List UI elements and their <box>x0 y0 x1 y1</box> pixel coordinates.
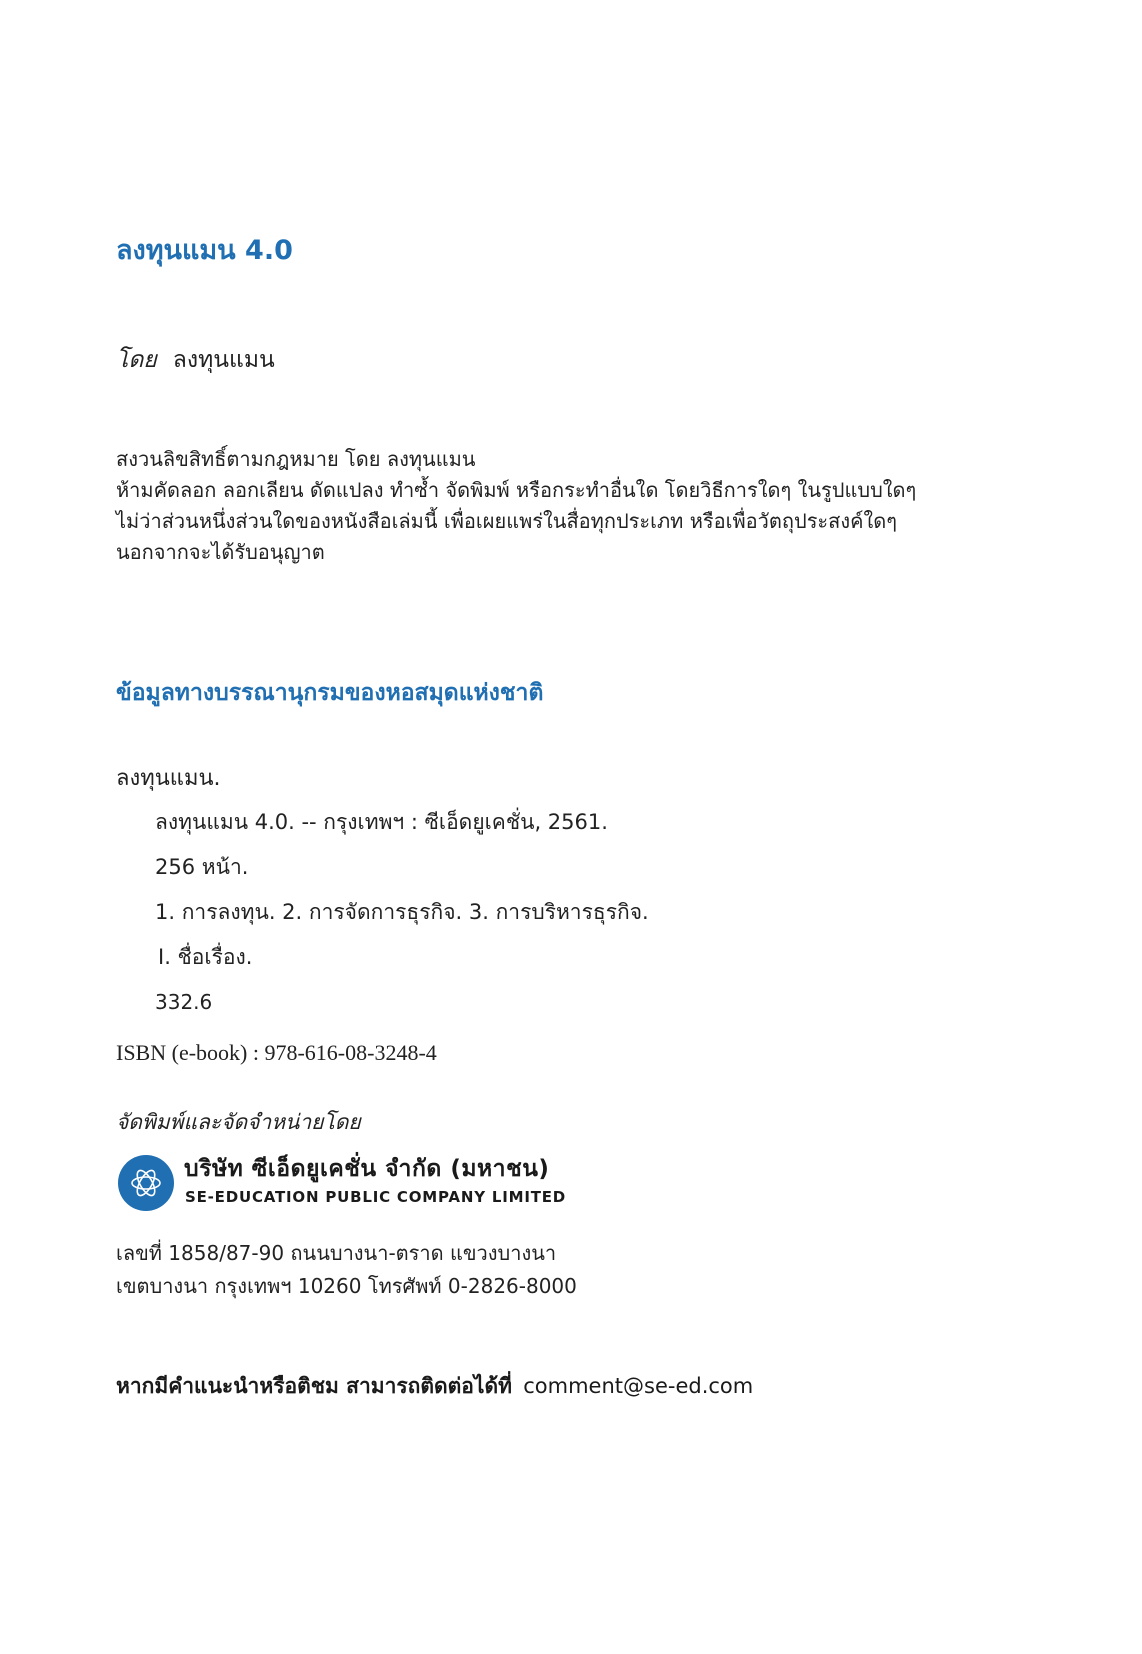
copyright-line: ห้ามคัดลอก ลอกเลียน ดัดแปลง ทำซ้ำ จัดพิมพ์ หรือกระทำอื่นใด โดยวิธีการใดๆ ในรูปแบบใดๆ <box>116 478 917 502</box>
book-title: ลงทุนแมน 4.0 <box>116 235 293 266</box>
publisher-address <box>116 1237 577 1303</box>
cip-pages: 256 หน้า. <box>155 855 249 879</box>
company-name-thai: บริษัท ซีเอ็ดยูเคชั่น จำกัด (มหาชน) <box>184 1156 550 1182</box>
published-by-label: จัดพิมพ์และจัดจำหน่ายโดย <box>116 1110 361 1134</box>
isbn: ISBN (e-book) : 978-616-08-3248-4 <box>116 1040 437 1065</box>
cip-title-added: I. ชื่อเรื่อง. <box>158 945 253 969</box>
contact-email: comment@se-ed.com <box>523 1374 754 1398</box>
contact-line <box>116 1370 753 1403</box>
address-line: เลขที่ 1858/87-90 ถนนบางนา-ตราด แขวงบางนา <box>116 1241 557 1265</box>
cip-author-entry: ลงทุนแมน. <box>116 766 221 791</box>
contact-text: หากมีคำแนะนำหรือติชม สามารถติดต่อได้ที่ <box>116 1374 512 1398</box>
byline <box>116 342 275 378</box>
copyright-line: นอกจากจะได้รับอนุญาต <box>116 540 325 564</box>
company-name-english: SE-EDUCATION PUBLIC COMPANY LIMITED <box>185 1188 567 1206</box>
by-label: โดย <box>116 347 157 373</box>
se-ed-logo-icon <box>117 1154 175 1212</box>
copyright-line: ไม่ว่าส่วนหนึ่งส่วนใดของหนังสือเล่มนี้ เพื่อเผยแพร่ในสื่อทุกประเภท หรือเพื่อวัตถุประสงค์ใดๆ <box>116 509 898 533</box>
author-name: ลงทุนแมน <box>172 347 275 373</box>
cip-subjects: 1. การลงทุน. 2. การจัดการธุรกิจ. 3. การบริหารธุรกิจ. <box>155 900 649 924</box>
cip-classification: 332.6 <box>155 990 213 1014</box>
copyright-notice <box>116 444 916 568</box>
copyright-line: สงวนลิขสิทธิ์ตามกฎหมาย โดย ลงทุนแมน <box>116 447 476 471</box>
address-line: เขตบางนา กรุงเทพฯ 10260 โทรศัพท์ 0-2826-8000 <box>116 1274 577 1298</box>
cip-heading: ข้อมูลทางบรรณานุกรมของหอสมุดแห่งชาติ <box>116 680 544 706</box>
cip-title-line: ลงทุนแมน 4.0. -- กรุงเทพฯ : ซีเอ็ดยูเคชั่น, 2561. <box>155 810 608 834</box>
